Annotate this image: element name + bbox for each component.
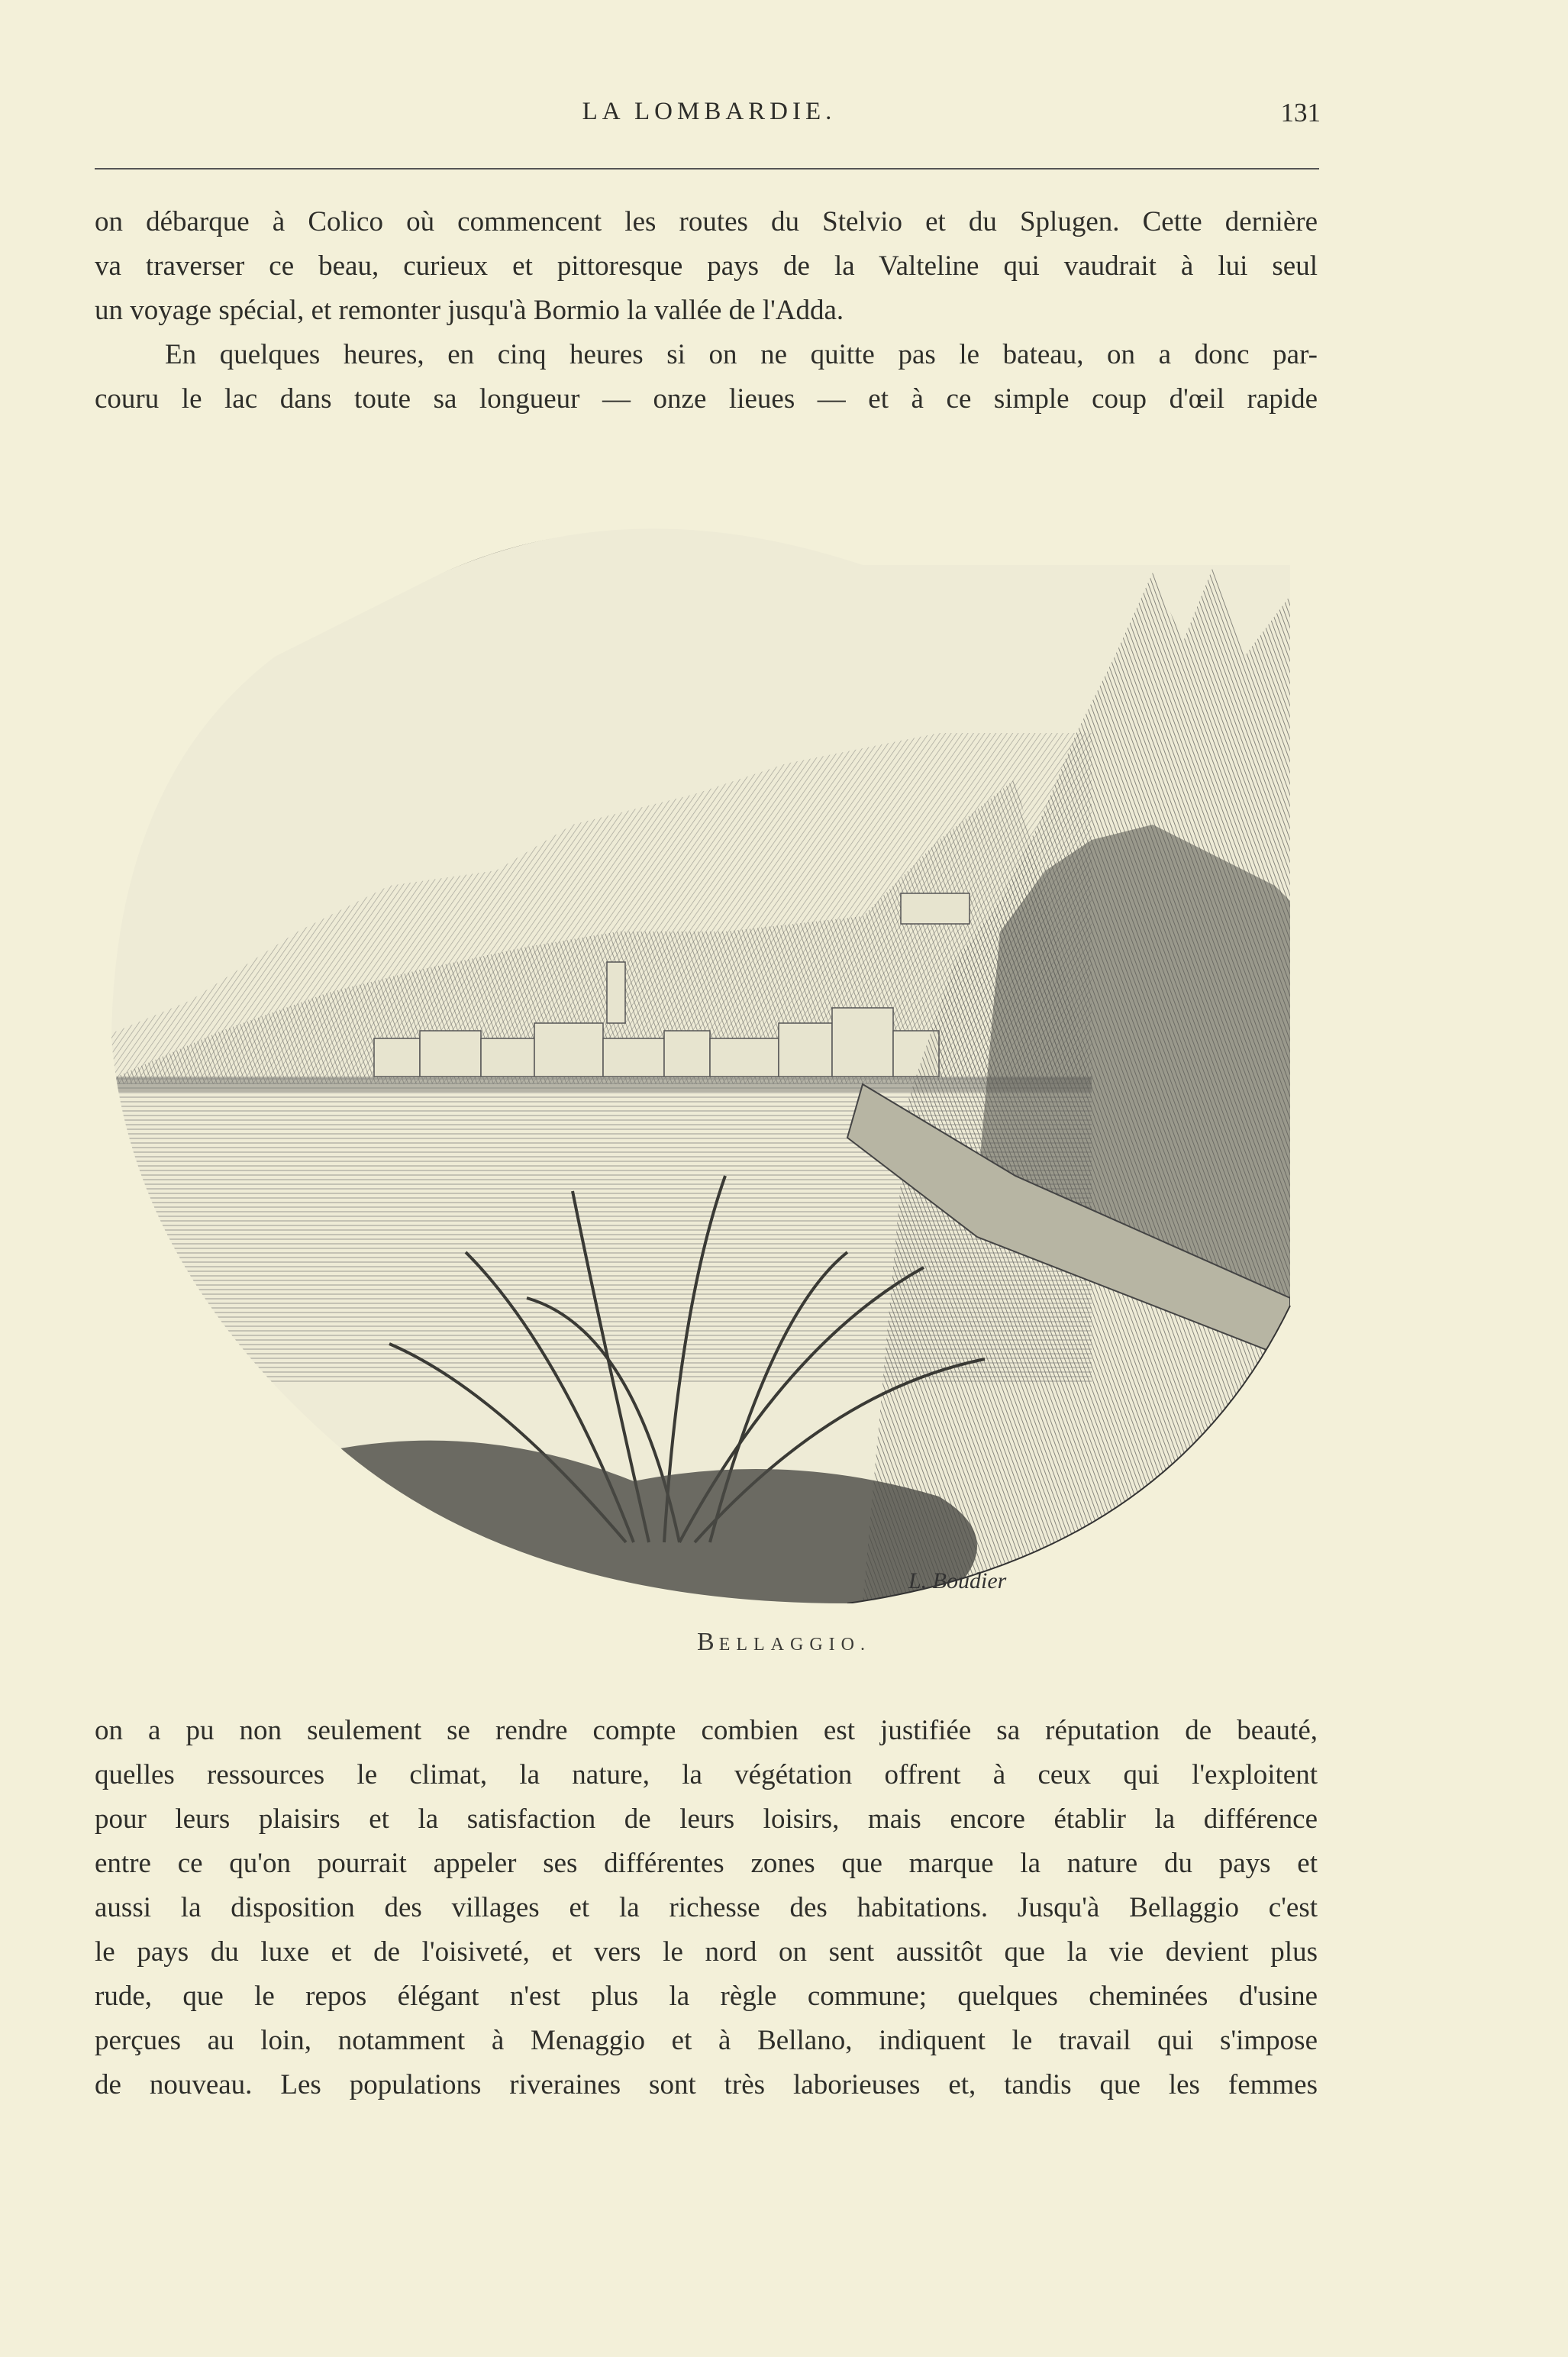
bellaggio-engraving bbox=[99, 504, 1321, 1603]
running-head bbox=[98, 98, 1321, 136]
text-line: pour leurs plaisirs et la satisfaction de leurs loisirs, mais encore établir la différence bbox=[95, 1803, 1318, 1835]
header-rule bbox=[95, 168, 1319, 170]
artist-signature: L. Boudier bbox=[908, 1568, 1007, 1593]
text-line: perçues au loin, notamment à Menaggio et à Bellano, indiquent le travail qui s'impose bbox=[95, 2025, 1318, 2056]
caption-rest: ELLAGGIO. bbox=[718, 1635, 871, 1655]
text-line: va traverser ce beau, curieux et pittoresque pays de la Valteline qui vaudrait à lui seul bbox=[95, 250, 1318, 282]
text-line: on a pu non seulement se rendre compte combien est justifiée sa réputation de beauté, bbox=[95, 1715, 1318, 1746]
caption-initial: B bbox=[697, 1628, 719, 1656]
text-line: En quelques heures, en cinq heures si on ne quitte pas le bateau, on a donc par- bbox=[165, 339, 1318, 370]
page-number: 131 bbox=[1280, 98, 1321, 128]
text-line: quelles ressources le climat, la nature, la végétation offrent à ceux qui l'exploitent bbox=[95, 1759, 1318, 1790]
text-line: aussi la disposition des villages et la richesse des habitations. Jusqu'à Bellaggio c'est bbox=[95, 1892, 1318, 1923]
text-line: couru le lac dans toute sa longueur — onze lieues — et à ce simple coup d'œil rapide bbox=[95, 383, 1318, 415]
text-line: un voyage spécial, et remonter jusqu'à Bormio la vallée de l'Adda. bbox=[95, 295, 844, 326]
text-line: de nouveau. Les populations riveraines sont très laborieuses et, tandis que les femmes bbox=[95, 2069, 1318, 2100]
figure-caption bbox=[0, 1628, 1568, 1657]
text-line: le pays du luxe et de l'oisiveté, et vers le nord on sent aussitôt que la vie devient plus bbox=[95, 1936, 1318, 1968]
text-line: on débarque à Colico où commencent les routes du Stelvio et du Splugen. Cette dernière bbox=[95, 206, 1318, 237]
text-line: entre ce qu'on pourrait appeler ses différentes zones que marque la nature du pays et bbox=[95, 1848, 1318, 1879]
text-line: rude, que le repos élégant n'est plus la règle commune; quelques cheminées d'usine bbox=[95, 1981, 1318, 2012]
bottom-paragraph bbox=[95, 1709, 1318, 2107]
top-paragraphs bbox=[95, 200, 1318, 421]
running-title: LA LOMBARDIE. bbox=[582, 98, 837, 125]
